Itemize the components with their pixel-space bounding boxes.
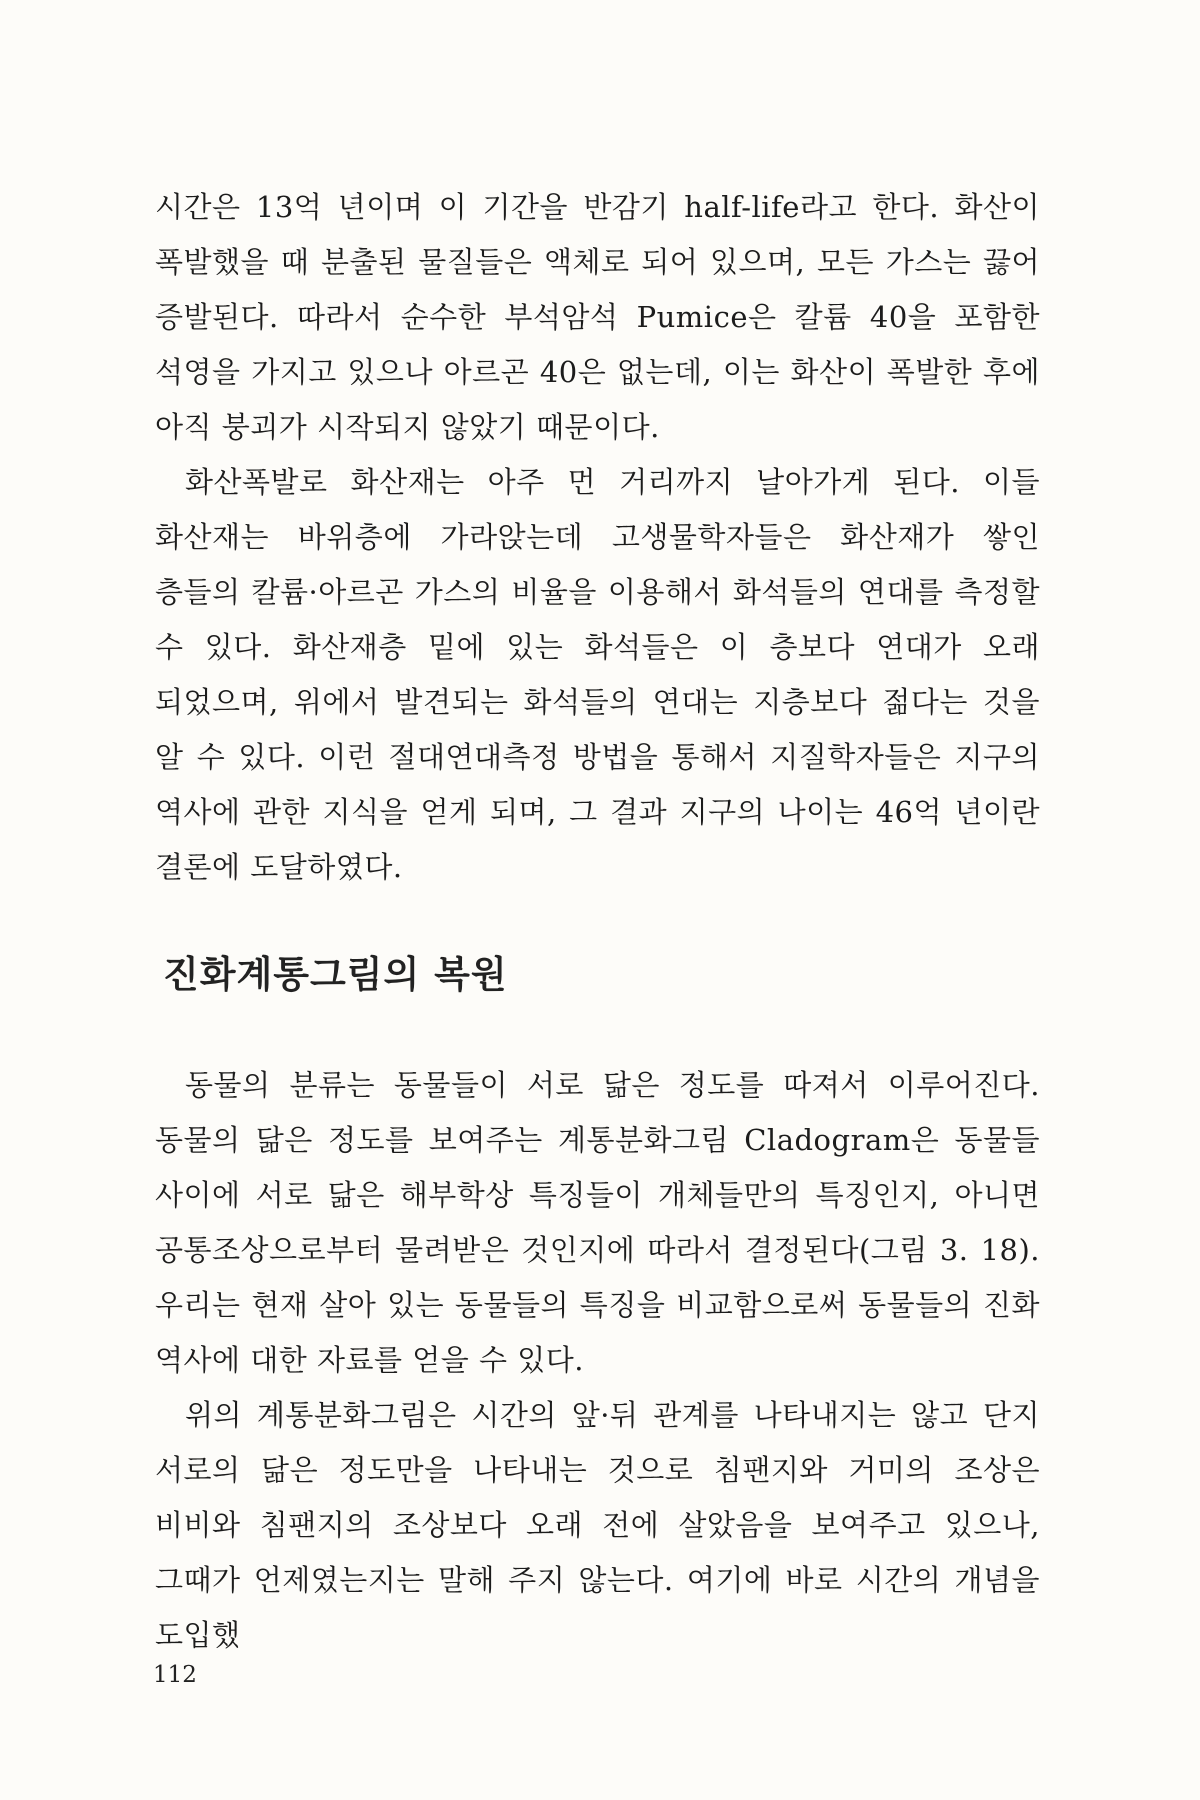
- body-text-bottom: [155, 1058, 1040, 1663]
- page-number: 112: [153, 1662, 197, 1688]
- body-text-top: [155, 180, 1040, 895]
- section-heading: 진화계통그림의 복원: [163, 952, 508, 996]
- paragraph-classification: 동물의 분류는 동물들이 서로 닮은 정도를 따져서 이루어진다. 동물의 닮은 정도를 보여주는 계통분화그림 Cladogram은 동물들 사이에 서로 닮은 해부학상 특징들이 개체들만의 특징인지, 아니면 공통조상으로부터 물려받은 것인지에 따라서 결정된다(그림 3. 18). 우리는 현재 살아 있는 동물들의 특징을 비교함으로써 동물들의 진화 역사에 대한 자료를 얻을 수 있다.: [155, 1068, 1040, 1377]
- paragraph-half-life: 시간은 13억 년이며 이 기간을 반감기 half-life라고 한다. 화산이 폭발했을 때 분출된 물질들은 액체로 되어 있으며, 모든 가스는 끓어 증발된다. 따라서 순수한 부석암석 Pumice은 칼륨 40을 포함한 석영을 가지고 있으나 아르곤 40은 없는데, 이는 화산이 폭발한 후에 아직 붕괴가 시작되지 않았기 때문이다.: [155, 190, 1040, 444]
- paragraph-cladogram: 위의 계통분화그림은 시간의 앞·뒤 관계를 나타내지는 않고 단지 서로의 닮은 정도만을 나타내는 것으로 침팬지와 거미의 조상은 비비와 침팬지의 조상보다 오래 전에 살았음을 보여주고 있으나, 그때가 언제였는지는 말해 주지 않는다. 여기에 바로 시간의 개념을 도입했: [155, 1398, 1040, 1652]
- paragraph-volcanic-ash: 화산폭발로 화산재는 아주 먼 거리까지 날아가게 된다. 이들 화산재는 바위층에 가라앉는데 고생물학자들은 화산재가 쌓인 층들의 칼륨·아르곤 가스의 비율을 이용해서 화석들의 연대를 측정할 수 있다. 화산재층 밑에 있는 화석들은 이 층보다 연대가 오래 되었으며, 위에서 발견되는 화석들의 연대는 지층보다 젊다는 것을 알 수 있다. 이런 절대연대측정 방법을 통해서 지질학자들은 지구의 역사에 관한 지식을 얻게 되며, 그 결과 지구의 나이는 46억 년이란 결론에 도달하였다.: [155, 465, 1040, 884]
